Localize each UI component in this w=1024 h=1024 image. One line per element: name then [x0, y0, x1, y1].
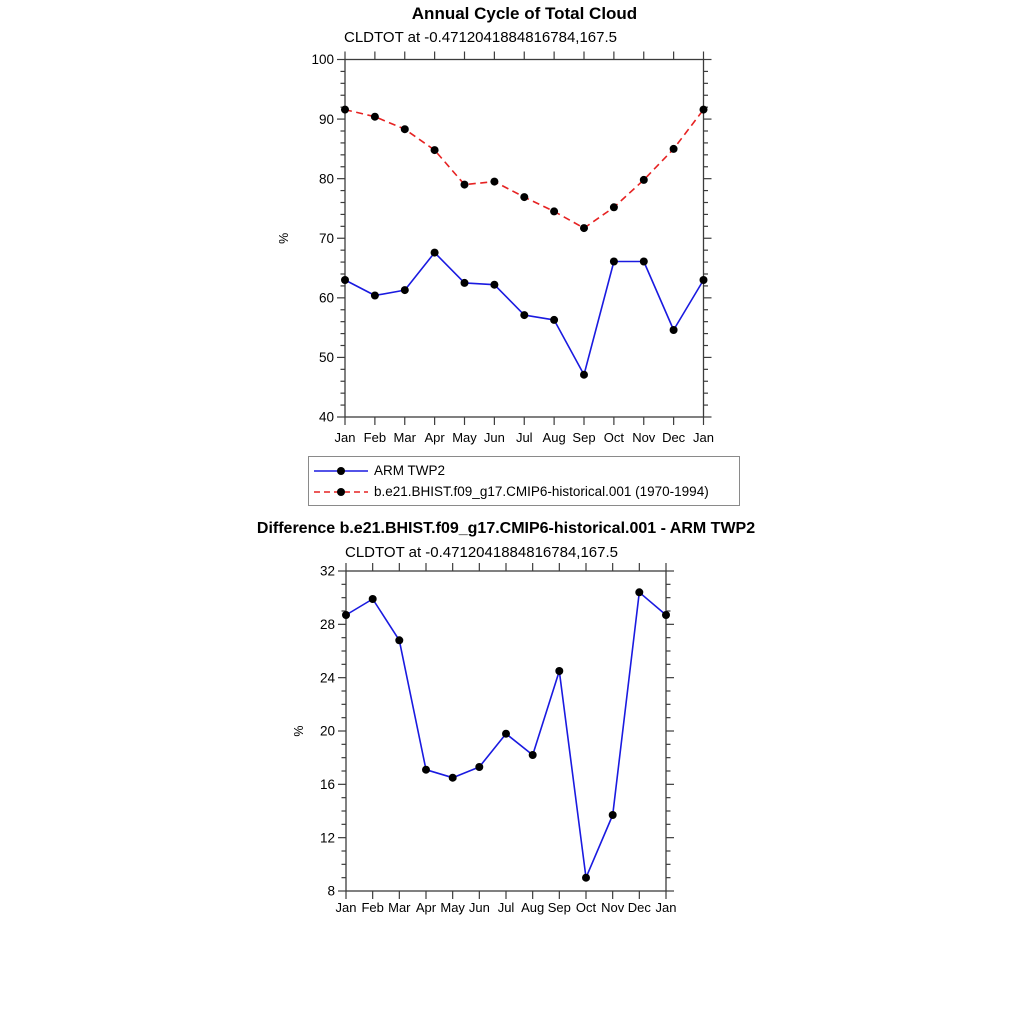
x-tick-label: Jun	[483, 430, 505, 445]
y-tick-label: 80	[318, 171, 334, 187]
x-tick-label: Sep	[572, 430, 596, 445]
x-tick-label: Jan	[655, 900, 677, 915]
x-tick-label: Jan	[335, 900, 357, 915]
y-tick-label: 12	[319, 830, 335, 846]
legend-box	[308, 456, 740, 506]
series-0	[341, 249, 708, 379]
y-axis-label: %	[292, 725, 306, 737]
y-tick-label: 90	[318, 111, 334, 127]
x-tick-label: Feb	[361, 900, 384, 915]
x-tick-label: Aug	[521, 900, 545, 915]
y-tick-label: 16	[319, 777, 335, 793]
difference-chart-title: Difference b.e21.BHIST.f09_g17.CMIP6-historical.001 - ARM TWP2	[256, 520, 756, 537]
x-tick-label: Oct	[575, 900, 597, 915]
difference-plot	[0, 520, 780, 950]
x-tick-label: Jul	[497, 900, 515, 915]
x-tick-label: Sep	[547, 900, 571, 915]
x-tick-label: Apr	[424, 430, 445, 445]
y-tick-label: 100	[311, 52, 334, 68]
x-tick-label: Mar	[388, 900, 411, 915]
x-tick-label: Jul	[515, 430, 533, 445]
y-tick-label: 8	[327, 883, 335, 899]
series-1	[341, 106, 708, 233]
x-tick-label: Dec	[627, 900, 651, 915]
y-tick-label: 32	[319, 563, 335, 579]
red-dashed-line-sample	[312, 487, 370, 497]
x-tick-label: Dec	[662, 430, 686, 445]
x-tick-label: Feb	[363, 430, 387, 445]
y-tick-label: 28	[319, 617, 335, 633]
series-0	[342, 588, 670, 881]
legend-row-model	[312, 481, 736, 502]
top-chart-title: Annual Cycle of Total Cloud	[411, 4, 638, 23]
axes	[311, 52, 714, 446]
y-tick-label: 70	[318, 230, 334, 246]
legend-row-arm-twp2	[312, 460, 736, 481]
x-tick-label: May	[440, 900, 465, 915]
legend-label-arm-twp2: ARM TWP2	[374, 463, 446, 478]
y-tick-label: 50	[318, 350, 334, 366]
x-tick-label: Nov	[632, 430, 656, 445]
legend-marker-dot	[337, 467, 345, 475]
x-tick-label: Apr	[415, 900, 437, 915]
y-tick-label: 20	[319, 723, 335, 739]
x-tick-label: Jan	[334, 430, 356, 445]
y-tick-label: 24	[319, 670, 335, 686]
blue-solid-line-sample	[312, 466, 370, 476]
legend-marker-dot	[337, 488, 345, 496]
top-chart-subtitle: CLDTOT at -0.4712041884816784,167.5	[344, 29, 617, 46]
x-tick-label: Mar	[393, 430, 416, 445]
x-tick-label: Aug	[542, 430, 566, 445]
y-tick-label: 40	[318, 409, 334, 425]
x-tick-label: Jan	[693, 430, 714, 445]
axes	[320, 563, 677, 915]
x-tick-label: May	[452, 430, 477, 445]
x-tick-label: Jun	[468, 900, 490, 915]
difference-chart-subtitle: CLDTOT at -0.4712041884816784,167.5	[345, 544, 618, 561]
y-tick-label: 60	[318, 290, 334, 306]
annual-cycle-plot	[0, 0, 780, 452]
x-tick-label: Oct	[603, 430, 624, 445]
legend-label-model: b.e21.BHIST.f09_g17.CMIP6-historical.001 (1970-1994)	[374, 484, 709, 499]
x-tick-label: Nov	[601, 900, 625, 915]
y-axis-label: %	[277, 232, 291, 244]
